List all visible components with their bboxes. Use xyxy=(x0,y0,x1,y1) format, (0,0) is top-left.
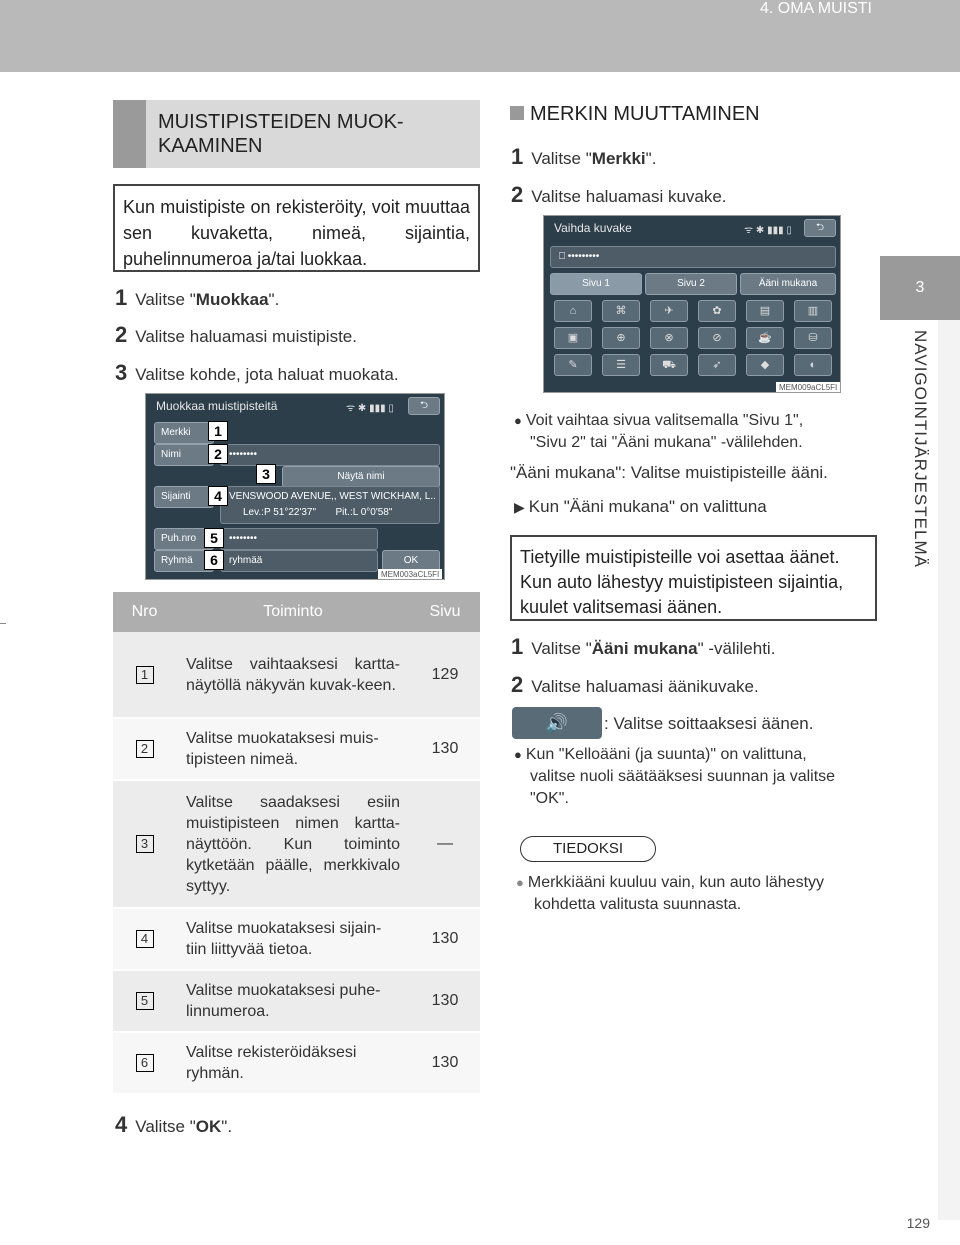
change-icon-screen xyxy=(543,215,841,393)
poi-icon[interactable]: ▣ xyxy=(554,327,592,349)
right-step-1: 1 Valitse "Merkki". xyxy=(511,144,657,169)
callout-5: 5 xyxy=(204,528,224,548)
row-description: Valitse rekisteröidäksesi ryhmän. xyxy=(176,1032,410,1094)
poi-icon[interactable]: ▥ xyxy=(794,300,832,322)
phone-field: •••••••• xyxy=(220,528,378,550)
tab-sivu-2[interactable]: Sivu 2 xyxy=(645,273,737,295)
row-page: 130 xyxy=(410,1032,480,1094)
step-4: 4 Valitse "OK". xyxy=(115,1112,233,1137)
col-header-sivu: Sivu xyxy=(410,592,480,632)
row-page: 130 xyxy=(410,718,480,780)
poi-icon[interactable]: ✈ xyxy=(650,300,688,322)
step-1: 1 Valitse "Muokkaa". xyxy=(115,285,280,310)
ryhma-button[interactable]: Ryhmä xyxy=(154,550,214,572)
poi-icon[interactable]: ◐ xyxy=(794,354,832,376)
table-row xyxy=(113,908,480,970)
sijainti-button[interactable]: Sijainti xyxy=(154,486,214,508)
figure-code: MEM009aCL5FI xyxy=(776,382,840,393)
poi-icon[interactable]: ⊗ xyxy=(650,327,688,349)
row-page: 130 xyxy=(410,908,480,970)
latitude-text: Lev.:P 51°22'37" xyxy=(243,507,317,518)
callout-4: 4 xyxy=(208,486,228,506)
poi-icon[interactable]: ✿ xyxy=(698,300,736,322)
poi-icon[interactable]: ▤ xyxy=(746,300,784,322)
table-row xyxy=(113,780,480,908)
subsection-heading: MERKIN MUUTTAMINEN xyxy=(510,103,760,126)
poi-icon[interactable]: ✎ xyxy=(554,354,592,376)
sound-info-box: Tietyille muistipisteille voi asettaa äänet. Kun auto lähestyy muistipisteen sijaintia, kuulet valitsemasi äänen. xyxy=(510,535,877,621)
screen-title: Muokkaa muistipisteitä xyxy=(156,399,278,413)
arrow-note: ▶ Kun "Ääni mukana" on valittuna xyxy=(514,497,767,516)
name-field: •••••••• xyxy=(220,444,440,466)
bullet-page-switch: ● Voit vaihtaa sivua valitsemalla "Sivu 1", "Sivu 2" tai "Ääni mukana" -välilehden. xyxy=(514,412,804,451)
col-header-nro: Nro xyxy=(113,592,176,632)
row-page: 129 xyxy=(410,632,480,718)
callout-6: 6 xyxy=(204,550,224,570)
phone-button[interactable]: Puh.nro xyxy=(154,528,214,550)
function-table xyxy=(113,592,480,1095)
crop-mark xyxy=(0,623,6,624)
merkki-button[interactable]: Merkki xyxy=(154,422,214,444)
icon-name-field: ⎕ ••••••••• xyxy=(550,246,836,268)
row-number: 4 xyxy=(136,930,154,948)
screen2-title: Vaihda kuvake xyxy=(554,221,632,235)
table-row xyxy=(113,1032,480,1094)
right-step-b2: 2 Valitse haluamasi äänikuvake. xyxy=(511,672,759,697)
row-description: Valitse vaihtaaksesi kartta-näytöllä näkyvän kuvak-keen. xyxy=(176,632,410,718)
poi-icon[interactable]: ⌂ xyxy=(554,300,592,322)
info-box: Kun muistipiste on rekisteröity, voit muuttaa sen kuvaketta, nimeä, sijaintia, puhelinnumeroa ja/tai luokkaa. xyxy=(113,184,480,272)
row-description: Valitse saadaksesi esiin muistipisteen nimen kartta-näyttöön. Kun toiminto kytketään päälle, merkkivalo syttyy. xyxy=(176,780,410,908)
callout-1: 1 xyxy=(208,421,228,441)
callout-3: 3 xyxy=(256,464,276,484)
row-description: Valitse muokataksesi sijain-tiin liittyvää tietoa. xyxy=(176,908,410,970)
row-description: Valitse muokataksesi puhe-linnumeroa. xyxy=(176,970,410,1032)
row-number: 1 xyxy=(136,666,154,684)
ok-button[interactable]: OK xyxy=(382,550,440,572)
chapter-number-tab: 3 xyxy=(880,256,960,320)
chapter-side-label: NAVIGOINTIJÄRJESTELMÄ xyxy=(911,330,930,568)
tip-bullet: ● Merkkiääni kuuluu vain, kun auto lähestyy kohdetta valitusta suunnasta. xyxy=(516,874,825,913)
chapter-title: 4. OMA MUISTI xyxy=(759,0,872,17)
right-step-b1: 1 Valitse "Ääni mukana" -välilehti. xyxy=(511,634,776,659)
col-header-toiminto: Toiminto xyxy=(176,592,410,632)
nayta-nimi-button[interactable]: Näytä nimi xyxy=(282,466,440,488)
bullet-bell-sound: ● Kun "Kelloääni (ja suunta)" on valittuna, valitse nuoli säätääksesi suunnan ja valitse "OK". xyxy=(514,746,836,807)
callout-2: 2 xyxy=(208,444,228,464)
row-description: Valitse muokataksesi muis-tipisteen nimeä. xyxy=(176,718,410,780)
poi-icon[interactable]: ☕ xyxy=(746,327,784,349)
row-page: 130 xyxy=(410,970,480,1032)
row-number: 2 xyxy=(136,740,154,758)
table-row xyxy=(113,632,480,718)
row-number: 5 xyxy=(136,992,154,1010)
heading-square-icon xyxy=(510,106,524,120)
edit-memory-point-screen xyxy=(145,393,445,580)
section-heading xyxy=(113,100,480,168)
nimi-button[interactable]: Nimi xyxy=(154,444,214,466)
tab-aani-mukana[interactable]: Ääni mukana xyxy=(740,273,836,295)
table-header-row xyxy=(113,592,480,632)
speaker-icon: 🔊 xyxy=(512,707,602,739)
poi-icon[interactable]: ➶ xyxy=(698,354,736,376)
address-text: VENSWOOD AVENUE,, WEST WICKHAM, L.. xyxy=(229,491,436,502)
group-field: ryhmää xyxy=(220,550,378,572)
poi-icon[interactable]: ◆ xyxy=(746,354,784,376)
chapter-header xyxy=(0,0,960,72)
side-margin xyxy=(938,320,960,1220)
row-number: 6 xyxy=(136,1054,154,1072)
poi-icon[interactable]: ⛁ xyxy=(794,327,832,349)
aani-mukana-note: "Ääni mukana": Valitse muistipisteille ääni. xyxy=(510,463,828,482)
speaker-note: : Valitse soittaaksesi äänen. xyxy=(604,714,814,733)
section-title-line2: KAAMINEN xyxy=(158,135,263,157)
table-row xyxy=(113,970,480,1032)
tiedoksi-label: TIEDOKSI xyxy=(520,836,656,862)
row-number: 3 xyxy=(136,835,154,853)
longitude-text: Pit.:L 0°0'58" xyxy=(335,507,393,518)
table-row xyxy=(113,718,480,780)
poi-icon[interactable]: ⌘ xyxy=(602,300,640,322)
poi-icon[interactable]: ⊘ xyxy=(698,327,736,349)
tab-sivu-1[interactable]: Sivu 1 xyxy=(550,273,642,295)
page-number: 129 xyxy=(906,1215,930,1231)
back-button[interactable]: ⮌ xyxy=(408,397,440,415)
right-step-2: 2 Valitse haluamasi kuvake. xyxy=(511,182,727,207)
signal-icon: ᯤ ✱ ▮▮▮ ▯ xyxy=(346,403,394,414)
location-field xyxy=(220,486,440,524)
arrow-icon: ▶ xyxy=(514,499,525,515)
section-title-line1: MUISTIPISTEIDEN MUOK- xyxy=(158,111,404,133)
step-3: 3 Valitse kohde, jota haluat muokata. xyxy=(115,360,399,385)
back-button[interactable]: ⮌ xyxy=(804,219,836,237)
signal-icon: ᯤ ✱ ▮▮▮ ▯ xyxy=(744,225,792,236)
figure-code: MEM003aCL5FI xyxy=(378,569,442,580)
poi-icon[interactable]: ⊕ xyxy=(602,327,640,349)
poi-icon[interactable]: ⛟ xyxy=(650,354,688,376)
step-2: 2 Valitse haluamasi muistipiste. xyxy=(115,322,357,347)
poi-icon[interactable]: ☰ xyxy=(602,354,640,376)
row-page: — xyxy=(410,780,480,908)
